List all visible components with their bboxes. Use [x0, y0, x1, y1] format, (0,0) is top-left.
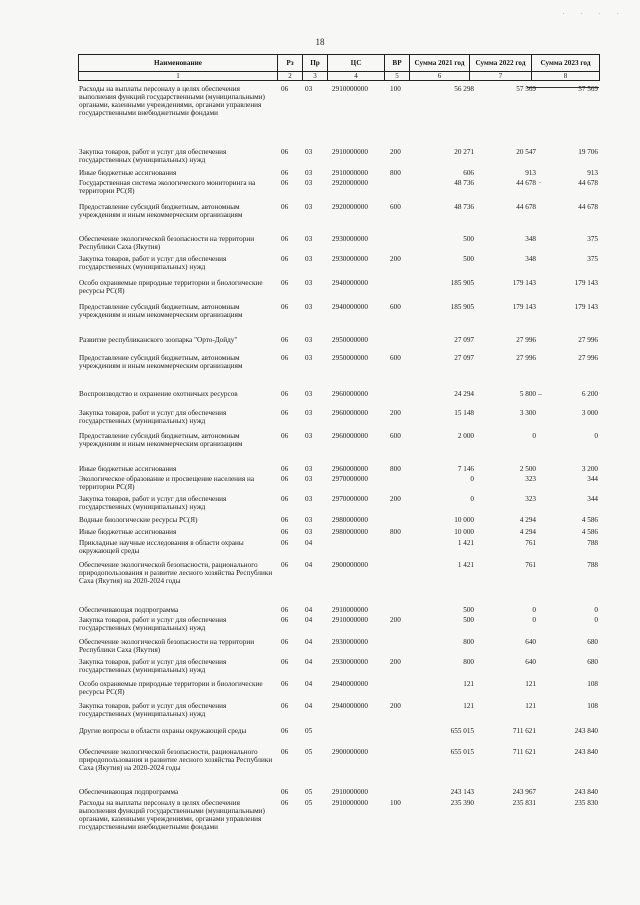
cell-rz: 06 — [281, 539, 289, 547]
cell-s2022: 348 — [525, 235, 536, 243]
cell-rz: 06 — [281, 255, 289, 263]
cell-name: Закупка товаров, работ и услуг для обеспечения государственных (муниципальных) нужд — [79, 409, 227, 425]
cell-name: Обеспечивающая подпрограмма — [79, 788, 179, 796]
cell-s2022: 44 678 — [516, 179, 536, 187]
cell-cs: 2940000000 — [332, 680, 368, 688]
cell-s2023: 108 — [587, 702, 598, 710]
cell-vr: 200 — [390, 616, 401, 624]
cell-pr: 04 — [305, 680, 313, 688]
header-cs: ЦС — [328, 55, 385, 72]
cell-s2022: 323 — [525, 495, 536, 503]
cell-rz: 06 — [281, 465, 289, 473]
cell-name: Предоставление субсидий бюджетным, автономным учреждениям и иным некоммерческим организациям — [79, 203, 243, 219]
cell-cs: 2960000000 — [332, 465, 368, 473]
cell-name: Иные бюджетные ассигнования — [79, 169, 177, 177]
cell-cs: 2940000000 — [332, 279, 368, 287]
cell-pr: 03 — [305, 432, 313, 440]
cell-s2021: 500 — [463, 255, 474, 263]
cell-pr: 04 — [305, 539, 313, 547]
cell-s2021: 185 905 — [450, 303, 474, 311]
cell-pr: 05 — [305, 727, 313, 735]
cell-name: Обеспечение экологической безопасности, рационального природопользования и развитие лесного хозяйства Республики Саха (Якутия) на 2020-2024 годы — [79, 561, 273, 585]
cell-rz: 06 — [281, 495, 289, 503]
cell-pr: 03 — [305, 255, 313, 263]
cell-s2023: 3 200 — [581, 465, 598, 473]
cell-cs: 2910000000 — [332, 169, 368, 177]
cell-s2023: 4 586 — [581, 516, 598, 524]
cell-pr: 03 — [305, 179, 313, 187]
page-number: 18 — [315, 37, 325, 47]
cell-s2022: 0 — [532, 432, 536, 440]
cell-s2023: 27 996 — [578, 354, 598, 362]
cell-rz: 06 — [281, 528, 289, 536]
cell-cs: 2910000000 — [332, 616, 368, 624]
cell-pr: 04 — [305, 561, 313, 569]
cell-s2021: 500 — [463, 616, 474, 624]
cell-pr: 03 — [305, 203, 313, 211]
cell-cs: 2920000000 — [332, 179, 368, 187]
cell-s2023: 0 — [594, 606, 598, 614]
cell-s2023: 6 200 — [581, 390, 598, 398]
cell-rz: 06 — [281, 475, 289, 483]
cell-s2023: 179 143 — [574, 303, 598, 311]
cell-vr: 600 — [390, 203, 401, 211]
cell-s2023: 0 — [594, 616, 598, 624]
cell-s2022: 761 — [525, 539, 536, 547]
cell-rz: 06 — [281, 432, 289, 440]
cell-s2021: 24 294 — [454, 390, 474, 398]
header-sum-2023: Сумма 2023 год — [532, 55, 600, 72]
header-num-6: 6 — [410, 72, 470, 81]
cell-cs: 2950000000 — [332, 336, 368, 344]
cell-s2021: 185 905 — [450, 279, 474, 287]
header-vr: ВР — [385, 55, 410, 72]
cell-vr: 600 — [390, 354, 401, 362]
cell-s2022: 5 800 — [519, 390, 536, 398]
cell-s2023: 680 — [587, 638, 598, 646]
cell-s2023: 344 — [587, 475, 598, 483]
cell-vr: 600 — [390, 432, 401, 440]
cell-pr: 04 — [305, 606, 313, 614]
cell-s2022: 4 294 — [519, 528, 536, 536]
cell-pr: 03 — [305, 475, 313, 483]
cell-cs: 2900000000 — [332, 748, 368, 756]
cell-name: Обеспечивающая подпрограмма — [79, 606, 179, 614]
cell-s2022: 27 996 — [516, 354, 536, 362]
cell-cs: 2900000000 — [332, 561, 368, 569]
cell-rz: 06 — [281, 279, 289, 287]
cell-vr: 600 — [390, 303, 401, 311]
cell-rz: 06 — [281, 169, 289, 177]
cell-cs: 2960000000 — [332, 432, 368, 440]
cell-s2022: 2 500 — [519, 465, 536, 473]
cell-s2023: 243 840 — [574, 727, 598, 735]
cell-rz: 06 — [281, 516, 289, 524]
cell-pr: 03 — [305, 495, 313, 503]
cell-s2023: 243 840 — [574, 748, 598, 756]
cell-s2022: 20 547 — [516, 148, 536, 156]
cell-vr: 800 — [390, 169, 401, 177]
cell-s2022: 323 — [525, 475, 536, 483]
cell-rz: 06 — [281, 727, 289, 735]
cell-cs: 2940000000 — [332, 303, 368, 311]
cell-name: Закупка товаров, работ и услуг для обеспечения государственных (муниципальных) нужд — [79, 255, 227, 271]
cell-s2022: 3 300 — [519, 409, 536, 417]
cell-s2023: 913 — [587, 169, 598, 177]
cell-vr: 100 — [390, 85, 401, 93]
cell-s2023: 44 678 — [578, 179, 598, 187]
cell-s2021: 235 390 — [450, 799, 474, 807]
cell-s2021: 1 421 — [457, 539, 474, 547]
cell-s2021: 2 000 — [457, 432, 474, 440]
cell-name: Закупка товаров, работ и услуг для обеспечения государственных (муниципальных) нужд — [79, 616, 227, 632]
cell-s2023: 788 — [587, 539, 598, 547]
header-num-4: 4 — [328, 72, 385, 81]
cell-s2021: 121 — [463, 680, 474, 688]
cell-rz: 06 — [281, 390, 289, 398]
cell-rz: 06 — [281, 303, 289, 311]
cell-s2022: 243 967 — [512, 788, 536, 796]
header-rz: Рз — [278, 55, 303, 72]
cell-s2021: 10 000 — [454, 516, 474, 524]
cell-s2021: 20 271 — [454, 148, 474, 156]
cell-s2022: 4 294 — [519, 516, 536, 524]
header-num-1: 1 — [79, 72, 278, 81]
cell-name: Особо охраняемые природные территории и биологические ресурсы РС(Я) — [79, 279, 263, 295]
cell-vr: 200 — [390, 495, 401, 503]
cell-cs: 2910000000 — [332, 799, 368, 807]
cell-s2021: 500 — [463, 606, 474, 614]
cell-s2023: 235 830 — [574, 799, 598, 807]
cell-vr: 100 — [390, 799, 401, 807]
cell-s2023: 344 — [587, 495, 598, 503]
cell-s2023: 57 569 — [578, 85, 598, 93]
cell-cs: 2920000000 — [332, 203, 368, 211]
cell-s2021: 655 015 — [450, 748, 474, 756]
cell-cs: 2960000000 — [332, 409, 368, 417]
cell-s2021: 0 — [470, 475, 474, 483]
cell-pr: 03 — [305, 148, 313, 156]
cell-s2021: 500 — [463, 235, 474, 243]
cell-s2021: 56 298 — [454, 85, 474, 93]
cell-s2021: 0 — [470, 495, 474, 503]
cell-rz: 06 — [281, 616, 289, 624]
cell-cs: 2960000000 — [332, 390, 368, 398]
cell-s2022: 0 — [532, 616, 536, 624]
cell-name: Развитие республиканского зоопарка "Орто-Дойду" — [79, 336, 238, 344]
cell-s2021: 48 736 — [454, 179, 474, 187]
cell-name: Иные бюджетные ассигнования — [79, 465, 177, 473]
cell-pr: 03 — [305, 235, 313, 243]
cell-name: Обеспечение экологической безопасности на территории Республики Саха (Якутия) — [79, 638, 255, 654]
cell-pr: 03 — [305, 279, 313, 287]
cell-s2022: 711 621 — [512, 727, 536, 735]
cell-s2022: 0 — [532, 606, 536, 614]
cell-name: Обеспечение экологической безопасности, рационального природопользования и развитие лесного хозяйства Республики Саха (Якутия) на 2020-2024 годы — [79, 748, 273, 772]
cell-s2021: 27 097 — [454, 354, 474, 362]
header-name: Наименование — [79, 55, 278, 72]
header-num-5: 5 — [385, 72, 410, 81]
cell-pr: 05 — [305, 799, 313, 807]
scan-corner-marks: · · · · — [562, 10, 626, 18]
cell-cs: 2910000000 — [332, 148, 368, 156]
cell-rz: 06 — [281, 748, 289, 756]
cell-s2022: 640 — [525, 658, 536, 666]
cell-cs: 2940000000 — [332, 702, 368, 710]
cell-vr: 200 — [390, 148, 401, 156]
cell-s2021: 15 148 — [454, 409, 474, 417]
cell-cs: 2930000000 — [332, 638, 368, 646]
header-num-8: 8 — [532, 72, 600, 81]
header-num-7: 7 — [470, 72, 532, 81]
cell-pr: 04 — [305, 702, 313, 710]
cell-rz: 06 — [281, 354, 289, 362]
cell-cs: 2950000000 — [332, 354, 368, 362]
cell-s2022: 27 996 — [516, 336, 536, 344]
cell-name: Расходы на выплаты персоналу в целях обеспечения выполнения функций государственными (муниципальными) органами, казенными учреждениями, органами управления государственными внебюджетными фондами — [79, 799, 265, 831]
cell-rz: 06 — [281, 561, 289, 569]
cell-s2023: 680 — [587, 658, 598, 666]
cell-rz: 06 — [281, 638, 289, 646]
cell-s2022: 711 621 — [512, 748, 536, 756]
cell-name: Обеспечение экологической безопасности на территории Республики Саха (Якутия) — [79, 235, 255, 251]
cell-pr: 04 — [305, 658, 313, 666]
cell-pr: 03 — [305, 465, 313, 473]
cell-rz: 06 — [281, 658, 289, 666]
cell-s2021: 606 — [463, 169, 474, 177]
cell-s2023: 4 586 — [581, 528, 598, 536]
cell-vr: 800 — [390, 465, 401, 473]
cell-s2023: 788 — [587, 561, 598, 569]
cell-s2022: 179 143 — [512, 279, 536, 287]
cell-s2023: 19 706 — [578, 148, 598, 156]
cell-mark: – — [538, 390, 542, 398]
cell-rz: 06 — [281, 680, 289, 688]
cell-s2022: 913 — [525, 169, 536, 177]
cell-cs: 2910000000 — [332, 788, 368, 796]
cell-name: Водные биологические ресурсы РС(Я) — [79, 516, 198, 524]
cell-pr: 03 — [305, 516, 313, 524]
cell-name: Закупка товаров, работ и услуг для обеспечения государственных (муниципальных) нужд — [79, 702, 227, 718]
cell-cs: 2930000000 — [332, 658, 368, 666]
cell-name: Другие вопросы в области охраны окружающей среды — [79, 727, 247, 735]
cell-cs: 2910000000 — [332, 85, 368, 93]
header-num-2: 2 — [278, 72, 303, 81]
cell-cs: 2910000000 — [332, 606, 368, 614]
cell-pr: 04 — [305, 616, 313, 624]
cell-s2023: 243 840 — [574, 788, 598, 796]
cell-vr: 200 — [390, 409, 401, 417]
cell-name: Закупка товаров, работ и услуг для обеспечения государственных (муниципальных) нужд — [79, 658, 227, 674]
cell-rz: 06 — [281, 788, 289, 796]
cell-rz: 06 — [281, 235, 289, 243]
cell-s2022: 121 — [525, 680, 536, 688]
cell-pr: 05 — [305, 748, 313, 756]
cell-name: Закупка товаров, работ и услуг для обеспечения государственных (муниципальных) нужд — [79, 148, 227, 164]
cell-s2022: 761 — [525, 561, 536, 569]
cell-name: Предоставление субсидий бюджетным, автономным учреждениям и иным некоммерческим организациям — [79, 432, 243, 448]
cell-cs: 2970000000 — [332, 475, 368, 483]
cell-s2023: 0 — [594, 432, 598, 440]
cell-vr: 200 — [390, 702, 401, 710]
cell-s2021: 243 143 — [450, 788, 474, 796]
cell-s2021: 655 015 — [450, 727, 474, 735]
cell-vr: 200 — [390, 658, 401, 666]
cell-mark: · — [538, 179, 542, 187]
cell-s2021: 10 000 — [454, 528, 474, 536]
cell-name: Закупка товаров, работ и услуг для обеспечения государственных (муниципальных) нужд — [79, 495, 227, 511]
cell-s2021: 27 097 — [454, 336, 474, 344]
cell-vr: 200 — [390, 255, 401, 263]
cell-pr: 03 — [305, 303, 313, 311]
cell-s2022: 640 — [525, 638, 536, 646]
cell-pr: 03 — [305, 169, 313, 177]
cell-rz: 06 — [281, 799, 289, 807]
cell-pr: 03 — [305, 336, 313, 344]
cell-s2021: 800 — [463, 638, 474, 646]
cell-cs: 2980000000 — [332, 528, 368, 536]
cell-s2022: 235 831 — [512, 799, 536, 807]
cell-s2023: 375 — [587, 255, 598, 263]
cell-name: Иные бюджетные ассигнования — [79, 528, 177, 536]
cell-rz: 06 — [281, 606, 289, 614]
cell-cs: 2970000000 — [332, 495, 368, 503]
cell-rz: 06 — [281, 179, 289, 187]
cell-s2023: 3 000 — [581, 409, 598, 417]
cell-name: Прикладные научные исследования в области охраны окружающей среды — [79, 539, 244, 555]
header-sum-2021: Сумма 2021 год — [410, 55, 470, 72]
cell-s2021: 1 421 — [457, 561, 474, 569]
cell-s2022: 57 569 — [516, 85, 536, 93]
cell-s2022: 348 — [525, 255, 536, 263]
cell-cs: 2980000000 — [332, 516, 368, 524]
cell-rz: 06 — [281, 409, 289, 417]
cell-name: Государственная система экологического мониторинга на территории РС(Я) — [79, 179, 256, 195]
cell-pr: 03 — [305, 354, 313, 362]
cell-s2021: 800 — [463, 658, 474, 666]
cell-s2021: 7 146 — [457, 465, 474, 473]
cell-rz: 06 — [281, 702, 289, 710]
cell-s2023: 375 — [587, 235, 598, 243]
cell-s2023: 108 — [587, 680, 598, 688]
cell-s2022: 179 143 — [512, 303, 536, 311]
cell-name: Особо охраняемые природные территории и биологические ресурсы РС(Я) — [79, 680, 263, 696]
cell-cs: 2930000000 — [332, 255, 368, 263]
cell-pr: 03 — [305, 409, 313, 417]
header-sum-2022: Сумма 2022 год — [470, 55, 532, 72]
cell-name: Экологическое образование и просвещение населения на территории РС(Я) — [79, 475, 255, 491]
cell-rz: 06 — [281, 148, 289, 156]
cell-cs: 2930000000 — [332, 235, 368, 243]
cell-s2022: 44 678 — [516, 203, 536, 211]
cell-rz: 06 — [281, 203, 289, 211]
cell-name: Воспроизводство и охранение охотничьих ресурсов — [79, 390, 238, 398]
header-num-3: 3 — [303, 72, 328, 81]
cell-s2021: 48 736 — [454, 203, 474, 211]
header-pr: Пр — [303, 55, 328, 72]
cell-rz: 06 — [281, 85, 289, 93]
cell-name: Предоставление субсидий бюджетным, автономным учреждениям и иным некоммерческим организациям — [79, 354, 243, 370]
budget-table-header — [78, 54, 600, 81]
cell-s2023: 179 143 — [574, 279, 598, 287]
cell-pr: 05 — [305, 788, 313, 796]
cell-s2021: 121 — [463, 702, 474, 710]
cell-rz: 06 — [281, 336, 289, 344]
cell-s2022: 121 — [525, 702, 536, 710]
cell-vr: 800 — [390, 528, 401, 536]
cell-pr: 04 — [305, 638, 313, 646]
cell-s2023: 27 996 — [578, 336, 598, 344]
cell-pr: 03 — [305, 390, 313, 398]
cell-s2023: 44 678 — [578, 203, 598, 211]
cell-pr: 03 — [305, 85, 313, 93]
cell-name: Расходы на выплаты персоналу в целях обеспечения выполнения функций государственными (муниципальными) органами, казенными учреждениями, органами управления государственными внебюджетными фондами — [79, 85, 265, 117]
cell-name: Предоставление субсидий бюджетным, автономным учреждениям и иным некоммерческим организациям — [79, 303, 243, 319]
cell-pr: 03 — [305, 528, 313, 536]
